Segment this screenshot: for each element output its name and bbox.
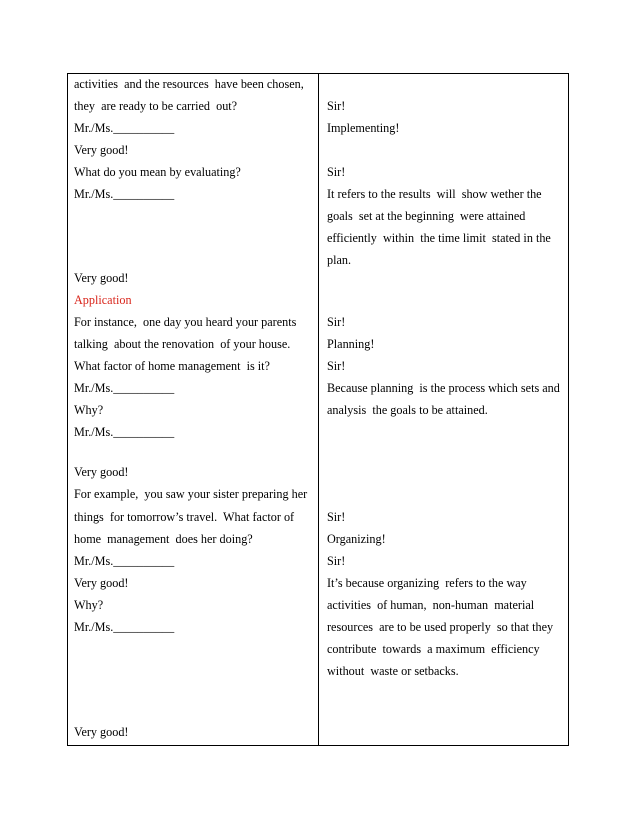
student-line: Sir!: [327, 165, 346, 179]
teacher-line: What do you mean by evaluating?: [74, 165, 241, 179]
student-line: It refers to the results will show wether the: [327, 187, 542, 201]
student-line: Sir!: [327, 315, 346, 329]
teacher-line: things for tomorrow’s travel. What factor of: [74, 510, 295, 524]
teacher-line: Why?: [74, 403, 104, 417]
student-line: Because planning is the process which sets and: [327, 381, 560, 395]
teacher-column: [68, 74, 319, 745]
student-line: contribute towards a maximum efficiency: [327, 642, 540, 656]
teacher-line: For instance, one day you heard your parents: [74, 315, 297, 329]
teacher-line: Mr./Ms.__________: [74, 187, 175, 201]
student-line: resources are to be used properly so that they: [327, 620, 554, 634]
teacher-line: For example, you saw your sister preparing her: [74, 487, 308, 501]
student-column: [319, 74, 568, 745]
teacher-line: Very good!: [74, 465, 129, 479]
teacher-line: Mr./Ms.__________: [74, 425, 175, 439]
teacher-line: Mr./Ms.__________: [74, 381, 175, 395]
teacher-line: Very good!: [74, 271, 129, 285]
student-line: plan.: [327, 253, 352, 267]
teacher-line: Very good!: [74, 725, 129, 739]
teacher-line: home management does her doing?: [74, 532, 253, 546]
student-line: Sir!: [327, 359, 346, 373]
student-line: Sir!: [327, 99, 346, 113]
teacher-line: talking about the renovation of your house.: [74, 337, 291, 351]
student-line: analysis the goals to be attained.: [327, 403, 488, 417]
teacher-line: Mr./Ms.__________: [74, 121, 175, 135]
teacher-line: they are ready to be carried out?: [74, 99, 238, 113]
teacher-line: Very good!: [74, 576, 129, 590]
teacher-line: Mr./Ms.__________: [74, 620, 175, 634]
teacher-line: Very good!: [74, 143, 129, 157]
student-line: efficiently within the time limit stated in the: [327, 231, 551, 245]
student-line: Sir!: [327, 554, 346, 568]
student-line: Planning!: [327, 337, 375, 351]
student-line: without waste or setbacks.: [327, 664, 459, 678]
student-line: activities of human, non-human material: [327, 598, 535, 612]
teacher-line: activities and the resources have been chosen,: [74, 77, 304, 91]
teacher-line: What factor of home management is it?: [74, 359, 270, 373]
teacher-line: Why?: [74, 598, 104, 612]
student-line: It’s because organizing refers to the way: [327, 576, 527, 590]
student-line: Sir!: [327, 510, 346, 524]
student-line: Organizing!: [327, 532, 386, 546]
student-line: Implementing!: [327, 121, 400, 135]
teacher-line: Mr./Ms.__________: [74, 554, 175, 568]
section-heading: Application: [74, 293, 132, 307]
lesson-dialogue-table: [67, 73, 569, 746]
student-line: goals set at the beginning were attained: [327, 209, 526, 223]
